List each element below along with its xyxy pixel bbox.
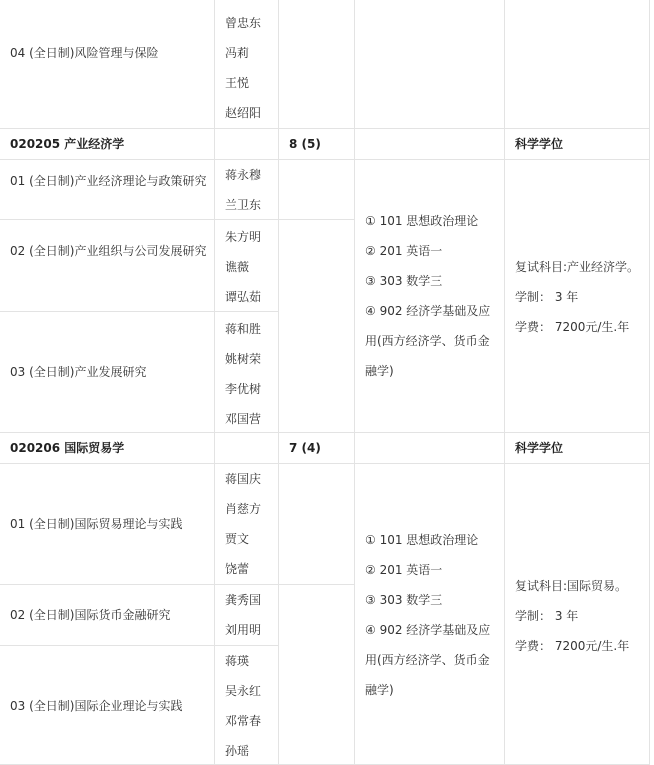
advisor-name: 孙瑶	[225, 744, 250, 758]
major-code-title: 020205 产业经济学	[10, 137, 125, 151]
degree-type: 科学学位	[515, 441, 564, 455]
exam-subject: ② 201 英语一	[365, 563, 443, 577]
enrollment-cell	[279, 0, 355, 129]
exam-subject: ③ 303 数学三	[365, 274, 443, 288]
exam-subjects-cell	[355, 160, 505, 433]
major-header-cell	[0, 433, 215, 464]
retest-subject: 复试科目:产业经济学。	[515, 260, 640, 274]
advisor-name: 龚秀国	[225, 593, 262, 607]
program-name: 03 (全日制)国际企业理论与实践	[10, 699, 183, 713]
exam-subject: ④ 902 经济学基础及应用(西方经济学、货币金融学)	[365, 623, 491, 697]
advisors-cell	[215, 0, 279, 129]
retest-subject: 复试科目:国际贸易。	[515, 579, 628, 593]
program-name: 01 (全日制)产业经济理论与政策研究	[10, 174, 207, 188]
program-cell	[0, 585, 215, 646]
notes-cell	[505, 464, 650, 765]
advisor-name: 兰卫东	[225, 198, 262, 212]
degree-type: 科学学位	[515, 137, 564, 151]
major-code-title: 020206 国际贸易学	[10, 441, 125, 455]
advisor-name: 蒋国庆	[225, 472, 262, 486]
advisors-cell	[215, 312, 279, 433]
advisor-name: 李优树	[225, 382, 262, 396]
program-cell	[0, 160, 215, 220]
advisors-cell	[215, 585, 279, 646]
exam-subject: ① 101 思想政治理论	[365, 214, 479, 228]
advisor-name: 姚树荣	[225, 352, 262, 366]
advisor-name: 肖慈方	[225, 502, 262, 516]
program-cell	[0, 464, 215, 585]
exam-subject: ② 201 英语一	[365, 244, 443, 258]
tuition: 学费： 7200元/生.年	[515, 320, 630, 334]
study-length: 学制： 3 年	[515, 290, 579, 304]
advisor-name: 贾文	[225, 532, 250, 546]
exam-subject: ④ 902 经济学基础及应用(西方经济学、货币金融学)	[365, 304, 491, 378]
header-empty-cell	[215, 129, 279, 160]
header-empty-cell	[355, 433, 505, 464]
advisors-cell	[215, 464, 279, 585]
enrollment-count: 7 (4)	[289, 441, 321, 455]
advisor-name: 吴永红	[225, 684, 262, 698]
enrollment-cell	[279, 160, 355, 220]
enrollment-header-cell	[279, 129, 355, 160]
study-length: 学制： 3 年	[515, 609, 579, 623]
advisors-cell	[215, 160, 279, 220]
notes-cell	[505, 0, 650, 129]
advisor-name: 蒋和胜	[225, 322, 262, 336]
advisors-cell	[215, 220, 279, 312]
enrollment-count: 8 (5)	[289, 137, 321, 151]
enrollment-header-cell	[279, 433, 355, 464]
degree-header-cell	[505, 129, 650, 160]
enrollment-cell	[279, 464, 355, 585]
advisor-name: 朱方明	[225, 230, 262, 244]
advisors-cell	[215, 646, 279, 765]
program-cell	[0, 0, 215, 129]
program-name: 04 (全日制)风险管理与保险	[10, 46, 159, 60]
advisor-name: 饶蕾	[225, 562, 250, 576]
enrollment-cell	[279, 220, 355, 433]
advisor-name: 曾忠东	[225, 16, 262, 30]
program-name: 02 (全日制)产业组织与公司发展研究	[10, 244, 207, 258]
advisor-name: 谭弘茹	[225, 290, 262, 304]
header-empty-cell	[355, 129, 505, 160]
exam-subjects-cell	[355, 464, 505, 765]
enrollment-cell	[279, 585, 355, 765]
advisor-name: 谯薇	[225, 260, 250, 274]
major-header-cell	[0, 129, 215, 160]
program-name: 01 (全日制)国际贸易理论与实践	[10, 517, 183, 531]
advisor-name: 赵绍阳	[225, 106, 262, 120]
advisor-name: 邓常春	[225, 714, 262, 728]
header-empty-cell	[215, 433, 279, 464]
exam-subject: ③ 303 数学三	[365, 593, 443, 607]
advisor-name: 冯莉	[225, 46, 250, 60]
degree-header-cell	[505, 433, 650, 464]
program-cell	[0, 312, 215, 433]
program-name: 02 (全日制)国际货币金融研究	[10, 608, 171, 622]
advisor-name: 蒋瑛	[225, 654, 250, 668]
advisor-name: 刘用明	[225, 623, 262, 637]
program-cell	[0, 646, 215, 765]
advisor-name: 王悦	[225, 76, 250, 90]
notes-cell	[505, 160, 650, 433]
advisor-name: 蒋永穆	[225, 168, 262, 182]
tuition: 学费： 7200元/生.年	[515, 639, 630, 653]
program-name: 03 (全日制)产业发展研究	[10, 365, 147, 379]
advisor-name: 邓国营	[225, 412, 262, 426]
exam-cell	[355, 0, 505, 129]
exam-subject: ① 101 思想政治理论	[365, 533, 479, 547]
program-cell	[0, 220, 215, 312]
